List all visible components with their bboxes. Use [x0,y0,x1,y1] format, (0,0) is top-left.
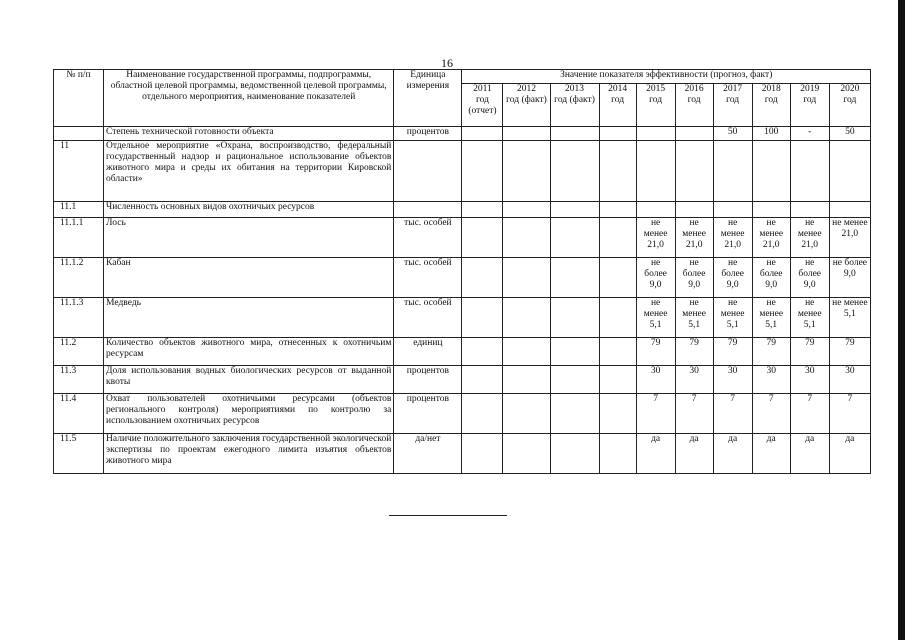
row-unit: тыс. особей [394,298,462,338]
row-value: 30 [790,366,829,394]
header-year-number: 2011 [473,84,492,94]
row-name: Количество объектов животного мира, отнесенных к охотничьим ресурсам [104,338,394,366]
header-year [636,84,675,127]
row-unit: тыс. особей [394,218,462,258]
row-value [462,202,503,218]
row-value [550,141,599,202]
row-value [550,218,599,258]
row-value: не менее 21,0 [636,218,675,258]
row-value [752,202,790,218]
row-value [503,366,550,394]
row-name: Доля использования водных биологических ресурсов от выданной квоты [104,366,394,394]
row-name: Лось [104,218,394,258]
row-value [713,141,752,202]
row-value: - [790,127,829,141]
table-body [54,127,871,474]
row-number: 11.1.1 [54,218,104,258]
row-value [636,127,675,141]
row-value [599,202,636,218]
header-year-number: 2019 [800,84,820,94]
row-value [503,141,550,202]
row-value [462,258,503,298]
header-year [675,84,713,127]
table-row [54,202,871,218]
row-value [599,127,636,141]
row-value: 79 [752,338,790,366]
row-value: да [752,434,790,474]
table-row [54,218,871,258]
row-value [550,338,599,366]
row-value: не менее 21,0 [790,218,829,258]
row-name: Отдельное мероприятие «Охрана, воспроизводство, федеральный государственный надзор и рациональное использование объектов животного мира и среды их обитания на территории Кировской области» [104,141,394,202]
row-number [54,127,104,141]
table-row [54,127,871,141]
row-unit [394,202,462,218]
row-value [462,394,503,434]
row-name: Медведь [104,298,394,338]
row-unit: процентов [394,127,462,141]
indicators-table [53,69,871,474]
row-value [675,202,713,218]
row-value: не более 9,0 [790,258,829,298]
row-value [503,258,550,298]
row-value [599,141,636,202]
header-year-number: 2016 [684,84,704,94]
row-value: 50 [829,127,870,141]
row-value: не более 9,0 [713,258,752,298]
row-unit: да/нет [394,434,462,474]
footer-divider [389,515,507,516]
row-value [829,141,870,202]
row-number: 11.1.3 [54,298,104,338]
row-number: 11 [54,141,104,202]
row-value: не более 9,0 [675,258,713,298]
row-value: 30 [752,366,790,394]
row-value [636,141,675,202]
row-number: 11.3 [54,366,104,394]
row-value: да [636,434,675,474]
header-year [790,84,829,127]
row-value: 50 [713,127,752,141]
row-value [675,127,713,141]
row-name: Кабан [104,258,394,298]
header-year-number: 2015 [646,84,666,94]
row-value [503,127,550,141]
row-value [462,434,503,474]
row-value [550,394,599,434]
header-year-suffix: год [764,95,778,105]
table-row [54,366,871,394]
header-year [752,84,790,127]
row-value: 30 [829,366,870,394]
row-value: не менее 21,0 [713,218,752,258]
header-year-suffix: год (факт) [554,95,595,105]
header-year-number: 2017 [723,84,743,94]
row-value [462,218,503,258]
row-value: не менее 21,0 [829,218,870,258]
header-year [550,84,599,127]
row-value: не более 9,0 [829,258,870,298]
row-number: 11.1.2 [54,258,104,298]
header-year-suffix: год [803,95,817,105]
row-value [550,202,599,218]
row-value [550,298,599,338]
row-value: не менее 21,0 [675,218,713,258]
header-year [462,84,503,127]
row-value [462,338,503,366]
row-value: не более 9,0 [636,258,675,298]
row-value [599,298,636,338]
row-value: 7 [675,394,713,434]
row-value [599,218,636,258]
header-num: № п/п [54,70,104,127]
row-value: 79 [636,338,675,366]
row-value: 7 [829,394,870,434]
row-number: 11.2 [54,338,104,366]
row-value [752,141,790,202]
row-value [675,141,713,202]
row-value: да [675,434,713,474]
row-value: не менее 5,1 [790,298,829,338]
scan-edge-bar [898,0,905,640]
header-year-number: 2013 [565,84,585,94]
row-value: 30 [713,366,752,394]
row-value: 79 [713,338,752,366]
row-value [790,141,829,202]
table-row [54,141,871,202]
row-value [503,218,550,258]
header-year [599,84,636,127]
header-values-group: Значение показателя эффективности (прогноз, факт) [462,70,871,84]
row-value [462,366,503,394]
row-value [503,298,550,338]
row-value [550,258,599,298]
row-value [503,202,550,218]
header-year-suffix: год [687,95,701,105]
header-year-suffix: год (факт) [506,95,547,105]
row-value [599,394,636,434]
row-unit [394,141,462,202]
row-value: не менее 5,1 [675,298,713,338]
table-row [54,298,871,338]
row-number: 11.4 [54,394,104,434]
row-value: 7 [713,394,752,434]
row-value [550,434,599,474]
header-name: Наименование государственной программы, подпрограммы, областной целевой программы, ведомственной целевой программы, отдельного мероприятия, наименование показателей [104,70,394,127]
row-value [790,202,829,218]
row-name: Охват пользователей охотничьими ресурсами (объектов регионального контроля) мероприятиями по контролю за использованием охотничьих ресурсов [104,394,394,434]
header-year-suffix: год [843,95,857,105]
row-value: 79 [675,338,713,366]
row-number: 11.1 [54,202,104,218]
row-value: да [713,434,752,474]
header-year-suffix: год [611,95,625,105]
row-unit: тыс. особей [394,258,462,298]
row-unit: единиц [394,338,462,366]
table-row [54,394,871,434]
row-value [599,366,636,394]
row-value: 79 [790,338,829,366]
header-year-number: 2020 [840,84,860,94]
header-year-suffix: год [726,95,740,105]
row-value: не менее 5,1 [713,298,752,338]
row-value [462,127,503,141]
header-year-number: 2018 [761,84,781,94]
row-value [599,434,636,474]
row-value: не менее 5,1 [752,298,790,338]
row-value: 7 [636,394,675,434]
row-value: 30 [675,366,713,394]
row-value: 100 [752,127,790,141]
table-row [54,338,871,366]
row-unit: процентов [394,394,462,434]
row-number: 11.5 [54,434,104,474]
row-value: да [829,434,870,474]
row-value: не более 9,0 [752,258,790,298]
row-value: да [790,434,829,474]
row-value [599,338,636,366]
row-value [550,127,599,141]
row-value [503,434,550,474]
row-name: Численность основных видов охотничьих ресурсов [104,202,394,218]
table-row [54,258,871,298]
row-value: 79 [829,338,870,366]
row-value [462,141,503,202]
header-year-suffix: год [649,95,663,105]
row-unit: процентов [394,366,462,394]
row-value [713,202,752,218]
row-value: 7 [752,394,790,434]
header-year-number: 2014 [608,84,628,94]
row-name: Степень технической готовности объекта [104,127,394,141]
row-value: не менее 5,1 [636,298,675,338]
row-value [462,298,503,338]
row-value [829,202,870,218]
header-year-suffix: год (отчет) [468,95,497,116]
row-value [550,366,599,394]
row-value: 7 [790,394,829,434]
header-unit: Единица измерения [394,70,462,127]
header-year [713,84,752,127]
header-year [503,84,550,127]
row-value [503,338,550,366]
header-year [829,84,870,127]
row-value: не менее 21,0 [752,218,790,258]
row-value [636,202,675,218]
row-value: 30 [636,366,675,394]
page-number: 16 [441,56,453,70]
row-value: не менее 5,1 [829,298,870,338]
row-value [503,394,550,434]
table-row [54,434,871,474]
row-name: Наличие положительного заключения государственной экологической экспертизы по проектам ежегодного лимита изъятия объектов животного мира [104,434,394,474]
header-year-number: 2012 [516,84,536,94]
row-value [599,258,636,298]
